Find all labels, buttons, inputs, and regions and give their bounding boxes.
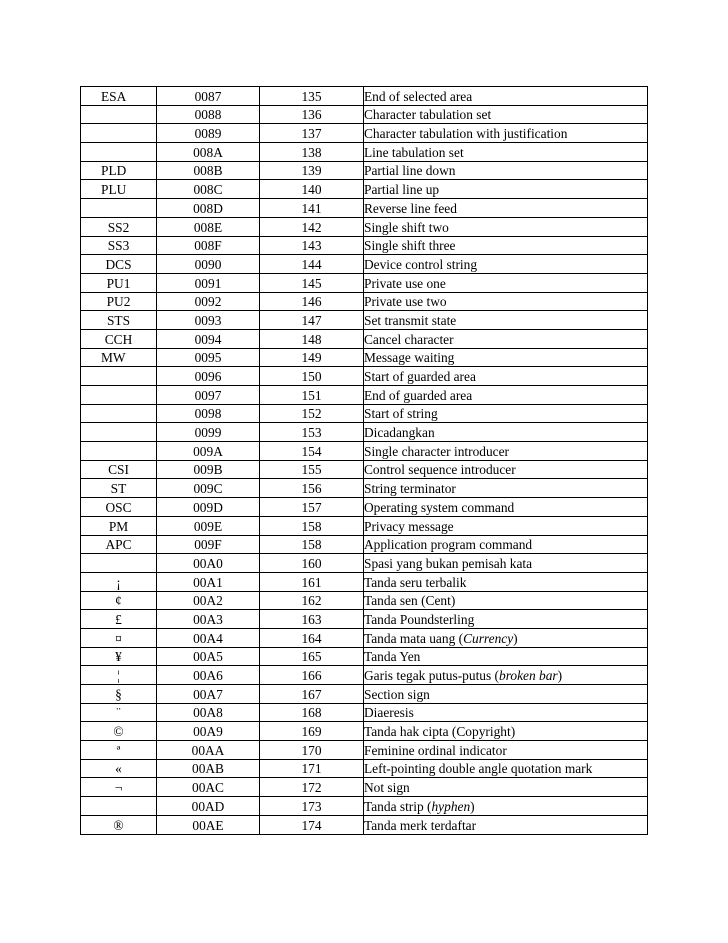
symbol-cell: § bbox=[81, 685, 157, 704]
table-row bbox=[81, 292, 648, 311]
description-cell: Left-pointing double angle quotation mark bbox=[364, 759, 648, 778]
symbol-cell: CSI bbox=[81, 460, 157, 479]
hex-code-cell: 0098 bbox=[157, 404, 260, 423]
table-row bbox=[81, 685, 648, 704]
table-body bbox=[81, 87, 648, 835]
hex-code-cell: 0097 bbox=[157, 386, 260, 405]
description-italic-term: broken bar bbox=[499, 668, 558, 683]
decimal-code-cell: 169 bbox=[260, 722, 364, 741]
table-row bbox=[81, 647, 648, 666]
hex-code-cell: 0095 bbox=[157, 348, 260, 367]
description-cell: Set transmit state bbox=[364, 311, 648, 330]
symbol-cell bbox=[81, 105, 157, 124]
decimal-code-cell: 174 bbox=[260, 815, 364, 834]
hex-code-cell: 0099 bbox=[157, 423, 260, 442]
symbol-cell: PLD bbox=[81, 161, 157, 180]
table-row bbox=[81, 722, 648, 741]
decimal-code-cell: 173 bbox=[260, 797, 364, 816]
hex-code-cell: 0088 bbox=[157, 105, 260, 124]
description-text: Tanda mata uang ( bbox=[364, 630, 464, 646]
decimal-code-cell: 156 bbox=[260, 479, 364, 498]
symbol-cell bbox=[81, 143, 157, 162]
table-row bbox=[81, 143, 648, 162]
table-row bbox=[81, 161, 648, 180]
symbol-cell bbox=[81, 554, 157, 573]
description-cell: Line tabulation set bbox=[364, 143, 648, 162]
hex-code-cell: 008C bbox=[157, 180, 260, 199]
decimal-code-cell: 168 bbox=[260, 703, 364, 722]
symbol-cell: APC bbox=[81, 535, 157, 554]
table-row bbox=[81, 516, 648, 535]
description-cell: Private use two bbox=[364, 292, 648, 311]
table-row bbox=[81, 367, 648, 386]
symbol-cell: ¦ bbox=[81, 666, 157, 685]
hex-code-cell: 008E bbox=[157, 217, 260, 236]
table-row bbox=[81, 273, 648, 292]
decimal-code-cell: 138 bbox=[260, 143, 364, 162]
description-cell: Single shift two bbox=[364, 217, 648, 236]
hex-code-cell: 009F bbox=[157, 535, 260, 554]
description-cell: Tanda Poundsterling bbox=[364, 610, 648, 629]
hex-code-cell: 00A9 bbox=[157, 722, 260, 741]
hex-code-cell: 0087 bbox=[157, 87, 260, 106]
decimal-code-cell: 157 bbox=[260, 498, 364, 517]
hex-code-cell: 00AE bbox=[157, 815, 260, 834]
description-cell: Character tabulation with justification bbox=[364, 124, 648, 143]
symbol-cell: SS3 bbox=[81, 236, 157, 255]
symbol-cell: SS2 bbox=[81, 217, 157, 236]
table-row bbox=[81, 199, 648, 218]
table-row bbox=[81, 572, 648, 591]
description-text: Tanda strip ( bbox=[364, 798, 432, 814]
description-cell: Section sign bbox=[364, 685, 648, 704]
symbol-cell bbox=[81, 404, 157, 423]
table-row bbox=[81, 87, 648, 106]
table-row bbox=[81, 236, 648, 255]
table-row bbox=[81, 460, 648, 479]
decimal-code-cell: 139 bbox=[260, 161, 364, 180]
table-row bbox=[81, 628, 648, 647]
hex-code-cell: 00A3 bbox=[157, 610, 260, 629]
decimal-code-cell: 145 bbox=[260, 273, 364, 292]
symbol-cell: ESA bbox=[81, 87, 157, 106]
decimal-code-cell: 161 bbox=[260, 572, 364, 591]
table-row bbox=[81, 741, 648, 760]
hex-code-cell: 009A bbox=[157, 442, 260, 461]
decimal-code-cell: 144 bbox=[260, 255, 364, 274]
hex-code-cell: 009C bbox=[157, 479, 260, 498]
description-cell: End of guarded area bbox=[364, 386, 648, 405]
hex-code-cell: 0096 bbox=[157, 367, 260, 386]
description-cell: Device control string bbox=[364, 255, 648, 274]
decimal-code-cell: 164 bbox=[260, 628, 364, 647]
symbol-cell bbox=[81, 423, 157, 442]
hex-code-cell: 009B bbox=[157, 460, 260, 479]
hex-code-cell: 00A7 bbox=[157, 685, 260, 704]
table-row bbox=[81, 105, 648, 124]
symbol-cell: PM bbox=[81, 516, 157, 535]
decimal-code-cell: 167 bbox=[260, 685, 364, 704]
description-cell: Private use one bbox=[364, 273, 648, 292]
decimal-code-cell: 141 bbox=[260, 199, 364, 218]
description-cell bbox=[364, 666, 648, 685]
hex-code-cell: 00A5 bbox=[157, 647, 260, 666]
description-cell: Tanda merk terdaftar bbox=[364, 815, 648, 834]
description-text: Garis tegak putus-putus ( bbox=[364, 668, 499, 683]
character-code-table bbox=[80, 86, 648, 835]
description-cell: Tanda hak cipta (Copyright) bbox=[364, 722, 648, 741]
description-text: ) bbox=[557, 668, 563, 683]
decimal-code-cell: 151 bbox=[260, 386, 364, 405]
decimal-code-cell: 155 bbox=[260, 460, 364, 479]
hex-code-cell: 008B bbox=[157, 161, 260, 180]
table-row bbox=[81, 815, 648, 834]
symbol-cell: « bbox=[81, 759, 157, 778]
symbol-cell: ¨ bbox=[81, 703, 157, 722]
hex-code-cell: 0094 bbox=[157, 329, 260, 348]
hex-code-cell: 00A8 bbox=[157, 703, 260, 722]
symbol-cell: STS bbox=[81, 311, 157, 330]
table-row bbox=[81, 759, 648, 778]
description-cell: Message waiting bbox=[364, 348, 648, 367]
symbol-cell bbox=[81, 442, 157, 461]
symbol-cell bbox=[81, 124, 157, 143]
description-cell: Dicadangkan bbox=[364, 423, 648, 442]
decimal-code-cell: 172 bbox=[260, 778, 364, 797]
hex-code-cell: 009E bbox=[157, 516, 260, 535]
decimal-code-cell: 158 bbox=[260, 516, 364, 535]
decimal-code-cell: 146 bbox=[260, 292, 364, 311]
description-cell: Privacy message bbox=[364, 516, 648, 535]
decimal-code-cell: 162 bbox=[260, 591, 364, 610]
decimal-code-cell: 135 bbox=[260, 87, 364, 106]
decimal-code-cell: 170 bbox=[260, 741, 364, 760]
symbol-cell: PU1 bbox=[81, 273, 157, 292]
decimal-code-cell: 166 bbox=[260, 666, 364, 685]
symbol-cell bbox=[81, 386, 157, 405]
table-row bbox=[81, 554, 648, 573]
decimal-code-cell: 153 bbox=[260, 423, 364, 442]
decimal-code-cell: 160 bbox=[260, 554, 364, 573]
symbol-cell: ¬ bbox=[81, 778, 157, 797]
table-row bbox=[81, 591, 648, 610]
description-cell bbox=[364, 628, 648, 647]
description-cell: Partial line up bbox=[364, 180, 648, 199]
symbol-cell bbox=[81, 797, 157, 816]
table-row bbox=[81, 423, 648, 442]
description-cell: Single shift three bbox=[364, 236, 648, 255]
symbol-cell: ® bbox=[81, 815, 157, 834]
table-row bbox=[81, 797, 648, 816]
symbol-cell: ¤ bbox=[81, 628, 157, 647]
symbol-cell: DCS bbox=[81, 255, 157, 274]
table-row bbox=[81, 778, 648, 797]
symbol-cell: ¡ bbox=[81, 572, 157, 591]
description-cell: Start of guarded area bbox=[364, 367, 648, 386]
table-row bbox=[81, 124, 648, 143]
hex-code-cell: 00AA bbox=[157, 741, 260, 760]
decimal-code-cell: 150 bbox=[260, 367, 364, 386]
decimal-code-cell: 171 bbox=[260, 759, 364, 778]
description-cell: Diaeresis bbox=[364, 703, 648, 722]
hex-code-cell: 008F bbox=[157, 236, 260, 255]
symbol-cell: CCH bbox=[81, 329, 157, 348]
symbol-cell: £ bbox=[81, 610, 157, 629]
symbol-cell: MW bbox=[81, 348, 157, 367]
decimal-code-cell: 136 bbox=[260, 105, 364, 124]
description-cell: Feminine ordinal indicator bbox=[364, 741, 648, 760]
hex-code-cell: 008A bbox=[157, 143, 260, 162]
hex-code-cell: 00AC bbox=[157, 778, 260, 797]
symbol-cell: ¢ bbox=[81, 591, 157, 610]
table-row bbox=[81, 329, 648, 348]
table-row bbox=[81, 442, 648, 461]
hex-code-cell: 00A6 bbox=[157, 666, 260, 685]
description-cell: Tanda Yen bbox=[364, 647, 648, 666]
description-cell: String terminator bbox=[364, 479, 648, 498]
symbol-cell: OSC bbox=[81, 498, 157, 517]
table-row bbox=[81, 535, 648, 554]
symbol-cell bbox=[81, 367, 157, 386]
decimal-code-cell: 165 bbox=[260, 647, 364, 666]
symbol-cell: © bbox=[81, 722, 157, 741]
table-row bbox=[81, 255, 648, 274]
hex-code-cell: 0089 bbox=[157, 124, 260, 143]
decimal-code-cell: 147 bbox=[260, 311, 364, 330]
decimal-code-cell: 137 bbox=[260, 124, 364, 143]
hex-code-cell: 0092 bbox=[157, 292, 260, 311]
decimal-code-cell: 149 bbox=[260, 348, 364, 367]
description-italic-term: Currency bbox=[463, 630, 514, 646]
decimal-code-cell: 163 bbox=[260, 610, 364, 629]
description-cell: Not sign bbox=[364, 778, 648, 797]
description-cell: Application program command bbox=[364, 535, 648, 554]
description-cell: End of selected area bbox=[364, 87, 648, 106]
decimal-code-cell: 158 bbox=[260, 535, 364, 554]
symbol-cell: ¥ bbox=[81, 647, 157, 666]
hex-code-cell: 00AB bbox=[157, 759, 260, 778]
decimal-code-cell: 142 bbox=[260, 217, 364, 236]
description-cell: Cancel character bbox=[364, 329, 648, 348]
decimal-code-cell: 152 bbox=[260, 404, 364, 423]
table-row bbox=[81, 348, 648, 367]
table-row bbox=[81, 610, 648, 629]
decimal-code-cell: 148 bbox=[260, 329, 364, 348]
symbol-cell: PU2 bbox=[81, 292, 157, 311]
hex-code-cell: 0093 bbox=[157, 311, 260, 330]
description-text: ) bbox=[513, 630, 518, 646]
description-cell: Control sequence introducer bbox=[364, 460, 648, 479]
description-cell: Reverse line feed bbox=[364, 199, 648, 218]
table-row bbox=[81, 404, 648, 423]
description-cell: Partial line down bbox=[364, 161, 648, 180]
hex-code-cell: 00A0 bbox=[157, 554, 260, 573]
table-row bbox=[81, 479, 648, 498]
description-text: ) bbox=[470, 798, 475, 814]
decimal-code-cell: 154 bbox=[260, 442, 364, 461]
table-row bbox=[81, 498, 648, 517]
description-cell bbox=[364, 797, 648, 816]
table-row bbox=[81, 311, 648, 330]
description-cell: Tanda sen (Cent) bbox=[364, 591, 648, 610]
description-cell: Spasi yang bukan pemisah kata bbox=[364, 554, 648, 573]
description-cell: Start of string bbox=[364, 404, 648, 423]
table-row bbox=[81, 386, 648, 405]
symbol-cell bbox=[81, 199, 157, 218]
description-italic-term: hyphen bbox=[431, 798, 471, 814]
description-cell: Tanda seru terbalik bbox=[364, 572, 648, 591]
description-cell: Operating system command bbox=[364, 498, 648, 517]
hex-code-cell: 008D bbox=[157, 199, 260, 218]
description-cell: Character tabulation set bbox=[364, 105, 648, 124]
table-row bbox=[81, 180, 648, 199]
symbol-cell: ª bbox=[81, 741, 157, 760]
symbol-cell: ST bbox=[81, 479, 157, 498]
hex-code-cell: 00A2 bbox=[157, 591, 260, 610]
description-cell: Single character introducer bbox=[364, 442, 648, 461]
decimal-code-cell: 143 bbox=[260, 236, 364, 255]
hex-code-cell: 0090 bbox=[157, 255, 260, 274]
hex-code-cell: 00A1 bbox=[157, 572, 260, 591]
table-row bbox=[81, 217, 648, 236]
symbol-cell: PLU bbox=[81, 180, 157, 199]
table-row bbox=[81, 703, 648, 722]
hex-code-cell: 00AD bbox=[157, 797, 260, 816]
decimal-code-cell: 140 bbox=[260, 180, 364, 199]
table-row bbox=[81, 666, 648, 685]
hex-code-cell: 009D bbox=[157, 498, 260, 517]
hex-code-cell: 00A4 bbox=[157, 628, 260, 647]
hex-code-cell: 0091 bbox=[157, 273, 260, 292]
